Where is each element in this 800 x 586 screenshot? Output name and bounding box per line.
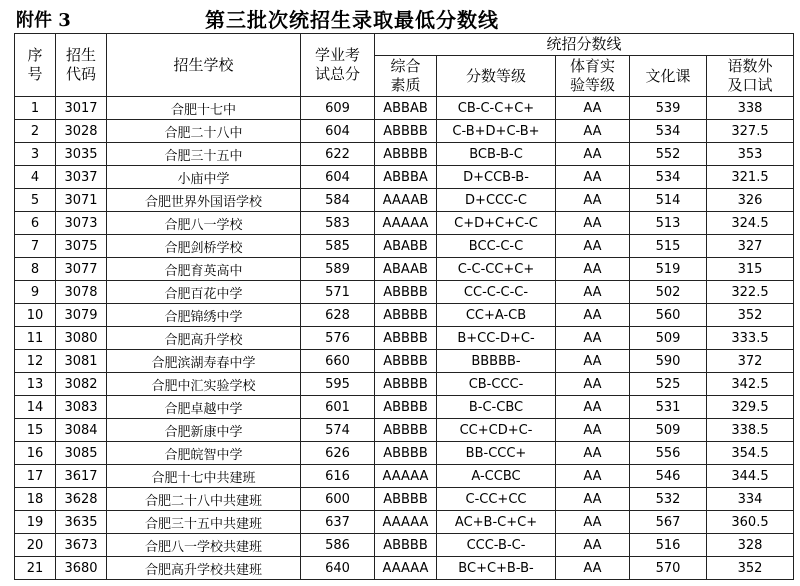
table-row	[15, 189, 794, 212]
cell-school: 合肥百花中学	[107, 281, 301, 304]
cell-seq: 10	[15, 304, 56, 327]
cell-lang: 322.5	[707, 281, 794, 304]
table-row	[15, 465, 794, 488]
cell-code: 3080	[56, 327, 107, 350]
cell-code: 3078	[56, 281, 107, 304]
cell-total: 600	[301, 488, 375, 511]
cell-culture: 516	[630, 534, 707, 557]
cell-quality: AAAAA	[375, 465, 437, 488]
cell-grade: CB-C-C+C+	[437, 97, 556, 120]
cell-grade: BB-CCC+	[437, 442, 556, 465]
cell-code: 3085	[56, 442, 107, 465]
cell-pe: AA	[556, 373, 630, 396]
cell-quality: ABBBB	[375, 120, 437, 143]
header-school: 招生学校	[107, 34, 301, 97]
cell-school: 合肥新康中学	[107, 419, 301, 442]
cell-pe: AA	[556, 419, 630, 442]
cell-code: 3035	[56, 143, 107, 166]
cell-code: 3017	[56, 97, 107, 120]
cell-seq: 21	[15, 557, 56, 580]
cell-lang: 344.5	[707, 465, 794, 488]
cell-lang: 327.5	[707, 120, 794, 143]
cell-total: 604	[301, 166, 375, 189]
table-row	[15, 419, 794, 442]
cell-school: 合肥高升学校共建班	[107, 557, 301, 580]
cell-grade: CC+A-CB	[437, 304, 556, 327]
cell-lang: 338.5	[707, 419, 794, 442]
cell-school: 合肥十七中	[107, 97, 301, 120]
cell-total: 616	[301, 465, 375, 488]
cell-total: 574	[301, 419, 375, 442]
cell-culture: 515	[630, 235, 707, 258]
cell-pe: AA	[556, 97, 630, 120]
cell-seq: 17	[15, 465, 56, 488]
table-row	[15, 143, 794, 166]
cell-pe: AA	[556, 488, 630, 511]
cell-code: 3617	[56, 465, 107, 488]
table-row	[15, 557, 794, 580]
cell-quality: ABBBA	[375, 166, 437, 189]
cell-code: 3084	[56, 419, 107, 442]
cell-seq: 5	[15, 189, 56, 212]
table-row	[15, 350, 794, 373]
cell-seq: 9	[15, 281, 56, 304]
cell-culture: 534	[630, 120, 707, 143]
cell-seq: 4	[15, 166, 56, 189]
cell-seq: 18	[15, 488, 56, 511]
cell-lang: 353	[707, 143, 794, 166]
table-row	[15, 488, 794, 511]
cell-grade: BBBBB-	[437, 350, 556, 373]
table-row	[15, 97, 794, 120]
cell-lang: 352	[707, 557, 794, 580]
cell-quality: ABBBB	[375, 350, 437, 373]
cell-culture: 531	[630, 396, 707, 419]
table-row	[15, 258, 794, 281]
cell-total: 628	[301, 304, 375, 327]
cell-code: 3077	[56, 258, 107, 281]
cell-grade: D+CCB-B-	[437, 166, 556, 189]
cell-total: 576	[301, 327, 375, 350]
cell-school: 合肥八一学校共建班	[107, 534, 301, 557]
cell-culture: 590	[630, 350, 707, 373]
cell-culture: 509	[630, 327, 707, 350]
cell-pe: AA	[556, 465, 630, 488]
cell-pe: AA	[556, 396, 630, 419]
cell-code: 3635	[56, 511, 107, 534]
table-row	[15, 281, 794, 304]
cell-seq: 13	[15, 373, 56, 396]
cell-school: 合肥三十五中	[107, 143, 301, 166]
cell-total: 601	[301, 396, 375, 419]
cell-quality: AAAAA	[375, 212, 437, 235]
cell-code: 3073	[56, 212, 107, 235]
cell-culture: 532	[630, 488, 707, 511]
cell-school: 合肥卓越中学	[107, 396, 301, 419]
table-row	[15, 511, 794, 534]
cell-lang: 334	[707, 488, 794, 511]
cell-culture: 539	[630, 97, 707, 120]
cell-lang: 328	[707, 534, 794, 557]
cell-total: 626	[301, 442, 375, 465]
cell-total: 660	[301, 350, 375, 373]
cell-school: 合肥二十八中共建班	[107, 488, 301, 511]
cell-lang: 321.5	[707, 166, 794, 189]
table-row	[15, 373, 794, 396]
header-code: 招生 代码	[56, 34, 107, 97]
cell-code: 3079	[56, 304, 107, 327]
header-pe: 体育实 验等级	[556, 56, 630, 97]
cell-school: 合肥锦绣中学	[107, 304, 301, 327]
cell-quality: ABBBB	[375, 373, 437, 396]
cell-total: 571	[301, 281, 375, 304]
cell-culture: 534	[630, 166, 707, 189]
table-row	[15, 235, 794, 258]
cell-school: 合肥剑桥学校	[107, 235, 301, 258]
cell-lang: 315	[707, 258, 794, 281]
cell-pe: AA	[556, 304, 630, 327]
cell-pe: AA	[556, 557, 630, 580]
cell-seq: 8	[15, 258, 56, 281]
cell-grade: AC+B-C+C+	[437, 511, 556, 534]
table-row	[15, 442, 794, 465]
cell-seq: 12	[15, 350, 56, 373]
cell-school: 合肥滨湖寿春中学	[107, 350, 301, 373]
cell-quality: ABBBB	[375, 281, 437, 304]
cell-total: 604	[301, 120, 375, 143]
cell-quality: ABBBB	[375, 143, 437, 166]
cell-total: 622	[301, 143, 375, 166]
cell-lang: 342.5	[707, 373, 794, 396]
cell-quality: AAAAA	[375, 557, 437, 580]
cell-grade: C+D+C+C-C	[437, 212, 556, 235]
cell-grade: C-CC+CC	[437, 488, 556, 511]
cell-school: 合肥十七中共建班	[107, 465, 301, 488]
cell-quality: ABAAB	[375, 258, 437, 281]
cell-grade: B+CC-D+C-	[437, 327, 556, 350]
cell-total: 589	[301, 258, 375, 281]
cell-culture: 552	[630, 143, 707, 166]
header-seq: 序 号	[15, 34, 56, 97]
cell-seq: 19	[15, 511, 56, 534]
cell-seq: 14	[15, 396, 56, 419]
cell-quality: AAAAB	[375, 189, 437, 212]
cell-lang: 329.5	[707, 396, 794, 419]
cell-grade: CC-C-C-C-	[437, 281, 556, 304]
cell-pe: AA	[556, 442, 630, 465]
table-row	[15, 327, 794, 350]
cell-grade: D+CCC-C	[437, 189, 556, 212]
cell-total: 586	[301, 534, 375, 557]
cell-code: 3037	[56, 166, 107, 189]
cell-grade: BC+C+B-B-	[437, 557, 556, 580]
cell-lang: 338	[707, 97, 794, 120]
header-group: 统招分数线	[375, 34, 794, 56]
cell-seq: 1	[15, 97, 56, 120]
cell-pe: AA	[556, 281, 630, 304]
cell-total: 595	[301, 373, 375, 396]
cell-quality: ABBBB	[375, 534, 437, 557]
cell-code: 3028	[56, 120, 107, 143]
cell-quality: ABBBB	[375, 396, 437, 419]
table-row	[15, 304, 794, 327]
cell-seq: 2	[15, 120, 56, 143]
cell-pe: AA	[556, 212, 630, 235]
cell-total: 609	[301, 97, 375, 120]
cell-school: 合肥世界外国语学校	[107, 189, 301, 212]
cell-pe: AA	[556, 511, 630, 534]
document-header	[0, 4, 800, 30]
admission-score-table	[14, 33, 794, 580]
attachment-label: 附件 3	[16, 10, 71, 31]
cell-quality: ABBBB	[375, 442, 437, 465]
cell-school: 合肥三十五中共建班	[107, 511, 301, 534]
cell-code: 3075	[56, 235, 107, 258]
cell-pe: AA	[556, 258, 630, 281]
cell-culture: 514	[630, 189, 707, 212]
table-row	[15, 120, 794, 143]
cell-culture: 570	[630, 557, 707, 580]
cell-code: 3680	[56, 557, 107, 580]
cell-pe: AA	[556, 189, 630, 212]
cell-lang: 354.5	[707, 442, 794, 465]
cell-grade: CCC-B-C-	[437, 534, 556, 557]
cell-lang: 372	[707, 350, 794, 373]
cell-culture: 556	[630, 442, 707, 465]
cell-seq: 11	[15, 327, 56, 350]
header-total: 学业考 试总分	[301, 34, 375, 97]
table-row	[15, 534, 794, 557]
cell-code: 3081	[56, 350, 107, 373]
table-row	[15, 212, 794, 235]
cell-quality: ABBBB	[375, 327, 437, 350]
cell-total: 637	[301, 511, 375, 534]
cell-lang: 326	[707, 189, 794, 212]
cell-pe: AA	[556, 327, 630, 350]
cell-lang: 327	[707, 235, 794, 258]
cell-culture: 546	[630, 465, 707, 488]
cell-pe: AA	[556, 350, 630, 373]
cell-code: 3071	[56, 189, 107, 212]
cell-grade: C-B+D+C-B+	[437, 120, 556, 143]
cell-lang: 360.5	[707, 511, 794, 534]
cell-code: 3082	[56, 373, 107, 396]
cell-seq: 6	[15, 212, 56, 235]
cell-culture: 513	[630, 212, 707, 235]
cell-school: 合肥育英高中	[107, 258, 301, 281]
cell-school: 合肥中汇实验学校	[107, 373, 301, 396]
cell-code: 3628	[56, 488, 107, 511]
cell-culture: 502	[630, 281, 707, 304]
cell-culture: 525	[630, 373, 707, 396]
cell-seq: 7	[15, 235, 56, 258]
cell-quality: ABBBB	[375, 304, 437, 327]
cell-quality: AAAAA	[375, 511, 437, 534]
header-quality: 综合 素质	[375, 56, 437, 97]
table-body	[15, 97, 794, 580]
cell-total: 584	[301, 189, 375, 212]
document-title: 第三批次统招生录取最低分数线	[205, 8, 499, 32]
cell-pe: AA	[556, 120, 630, 143]
cell-code: 3083	[56, 396, 107, 419]
table-row	[15, 396, 794, 419]
cell-total: 585	[301, 235, 375, 258]
cell-school: 合肥皖智中学	[107, 442, 301, 465]
cell-total: 583	[301, 212, 375, 235]
cell-seq: 20	[15, 534, 56, 557]
cell-grade: CB-CCC-	[437, 373, 556, 396]
cell-seq: 3	[15, 143, 56, 166]
cell-school: 合肥八一学校	[107, 212, 301, 235]
cell-school: 小庙中学	[107, 166, 301, 189]
cell-total: 640	[301, 557, 375, 580]
cell-seq: 15	[15, 419, 56, 442]
cell-quality: ABBBB	[375, 488, 437, 511]
cell-culture: 519	[630, 258, 707, 281]
cell-grade: BCC-C-C	[437, 235, 556, 258]
cell-quality: ABABB	[375, 235, 437, 258]
cell-code: 3673	[56, 534, 107, 557]
cell-lang: 333.5	[707, 327, 794, 350]
cell-seq: 16	[15, 442, 56, 465]
cell-school: 合肥高升学校	[107, 327, 301, 350]
cell-pe: AA	[556, 235, 630, 258]
table-row	[15, 166, 794, 189]
cell-school: 合肥二十八中	[107, 120, 301, 143]
cell-lang: 352	[707, 304, 794, 327]
cell-grade: CC+CD+C-	[437, 419, 556, 442]
cell-culture: 560	[630, 304, 707, 327]
cell-quality: ABBAB	[375, 97, 437, 120]
cell-grade: BCB-B-C	[437, 143, 556, 166]
header-culture: 文化课	[630, 56, 707, 97]
cell-culture: 509	[630, 419, 707, 442]
cell-grade: A-CCBC	[437, 465, 556, 488]
header-grade: 分数等级	[437, 56, 556, 97]
cell-pe: AA	[556, 166, 630, 189]
cell-grade: B-C-CBC	[437, 396, 556, 419]
cell-pe: AA	[556, 143, 630, 166]
header-lang: 语数外 及口试	[707, 56, 794, 97]
cell-pe: AA	[556, 534, 630, 557]
cell-lang: 324.5	[707, 212, 794, 235]
cell-quality: ABBBB	[375, 419, 437, 442]
cell-culture: 567	[630, 511, 707, 534]
cell-grade: C-C-CC+C+	[437, 258, 556, 281]
